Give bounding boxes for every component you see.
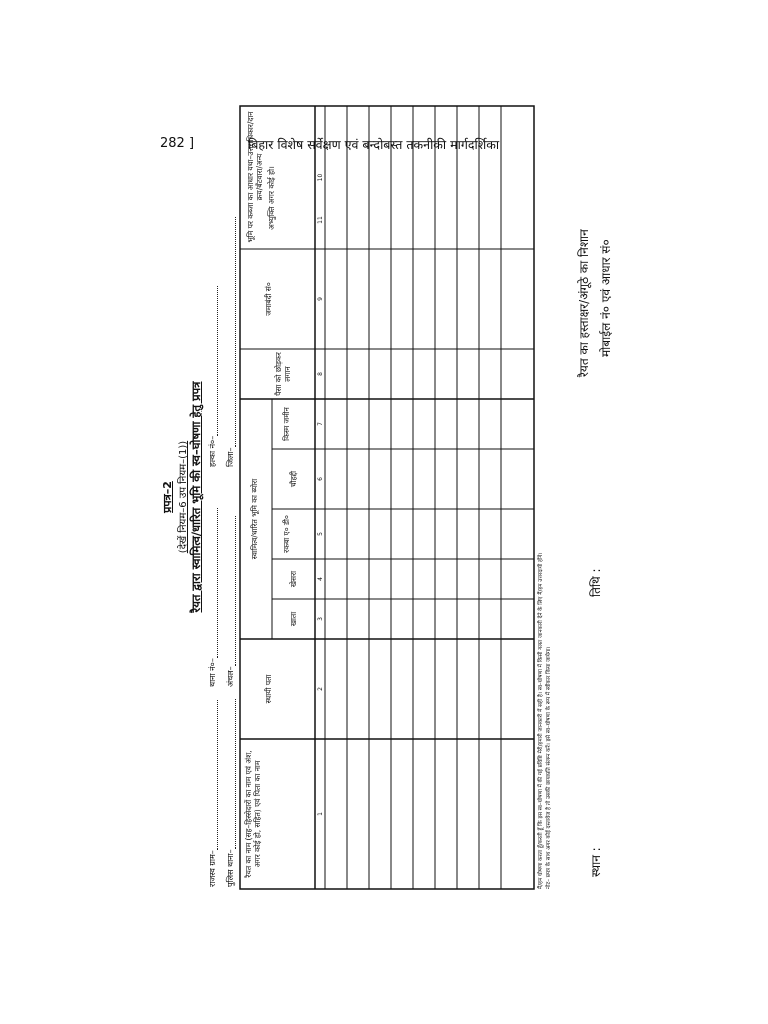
col-header-land-details: स्वामित्व/धारित भूमि का ब्योरा <box>250 478 259 560</box>
rotated-form <box>155 97 675 897</box>
col-header-khata: खाता <box>289 611 298 627</box>
place-label: स्थान : <box>589 847 603 877</box>
col-header-kism-jamin: किस्म जमीन <box>282 407 291 441</box>
field-thana-no: थाना नं०– <box>207 508 218 687</box>
col-number: 8 <box>317 372 324 376</box>
field-district: जिला– <box>225 217 236 467</box>
declaration-table <box>155 97 675 897</box>
col-number: 5 <box>317 532 324 536</box>
col-header-lagan: पैसा को छोड़कर लगान <box>274 352 292 396</box>
form-heading: रैयत द्वारा स्वामित्व/धारित भूमि की स्व–घोषणा हेतु प्रपत्र <box>189 381 203 613</box>
col-number: 1 <box>317 812 324 816</box>
date-label: तिथि : <box>589 568 603 597</box>
col-number: 10 <box>317 173 324 182</box>
field-halka-no: हल्का नं०– <box>207 286 218 467</box>
col-number: 3 <box>317 617 324 621</box>
mobile-aadhaar-label: मोबाईल नं० एवं आधार सं० <box>599 239 613 357</box>
col-number: 6 <box>317 477 324 481</box>
book-title: बिहार विशेष सर्वेक्षण एवं बन्दोबस्त तकनीकी मार्गदर्शिका <box>248 137 500 152</box>
field-revenue-village: राजस्व ग्राम– <box>207 700 218 887</box>
field-police-station: पुलिस थाना– <box>225 699 236 887</box>
col-header-khesra: खेसरा <box>289 570 298 588</box>
field-anchal: अंचल– <box>225 516 236 687</box>
col-number: 9 <box>317 297 324 301</box>
col-number-11 <box>317 150 327 290</box>
page-number: 282 ] <box>160 136 195 151</box>
attachment-note: नोट– प्रपत्र के साथ अगर कोई दस्तावेज है तो उसकी छायाप्रति संलग्न करें। इसे स्व–घोषणा के रूप में स्वीकार किया जायेगा। <box>546 646 552 889</box>
col-header-remarks-text: अभ्युक्ति अगर कोई हो। <box>267 166 276 230</box>
col-header-chauhaddi: चौहद्दी <box>289 470 298 488</box>
col-number: 4 <box>317 577 324 581</box>
col-header-jamabandi: जमाबंदी सं० <box>264 282 273 316</box>
col-number: 11 <box>317 216 324 224</box>
col-header-remarks <box>248 123 308 273</box>
col-header-rakba: रकबा ए० डी० <box>282 515 291 553</box>
form-rule: (देखें नियम–6 उप नियम–(1)) <box>178 440 189 554</box>
form-title: प्रपत्र–2 <box>161 481 174 513</box>
col-number: 2 <box>317 687 324 691</box>
col-number: 7 <box>317 422 324 426</box>
declaration-note: मैं/हम घोषणा करता हूँ/करती हूँ कि इस स्व–घोषणा में की गई प्रविष्टि मेरी/हमारी जानकारी में सही है। स्व–घोषणा में किसी गलत जानकारी देने के लिए मैं/हम उत्तरदायी होंगे। <box>538 552 544 889</box>
col-header-raiyat-name: रैयत का नाम (सह–हिस्सेदारों का नाम एवं अंश, अगर कोई हो, सहित) एवं पिता का नाम <box>244 750 262 878</box>
col-header-possession-basis: भूमि पर कब्जा का आधार यथा–उत्तराधिकार/दान क्रय/बँटवारा/अन्य <box>246 111 264 243</box>
signature-label: रैयत का हस्ताक्षर/अंगूठे का निशान <box>577 229 591 377</box>
col-header-permanent-address: स्थायी पता <box>264 674 273 704</box>
